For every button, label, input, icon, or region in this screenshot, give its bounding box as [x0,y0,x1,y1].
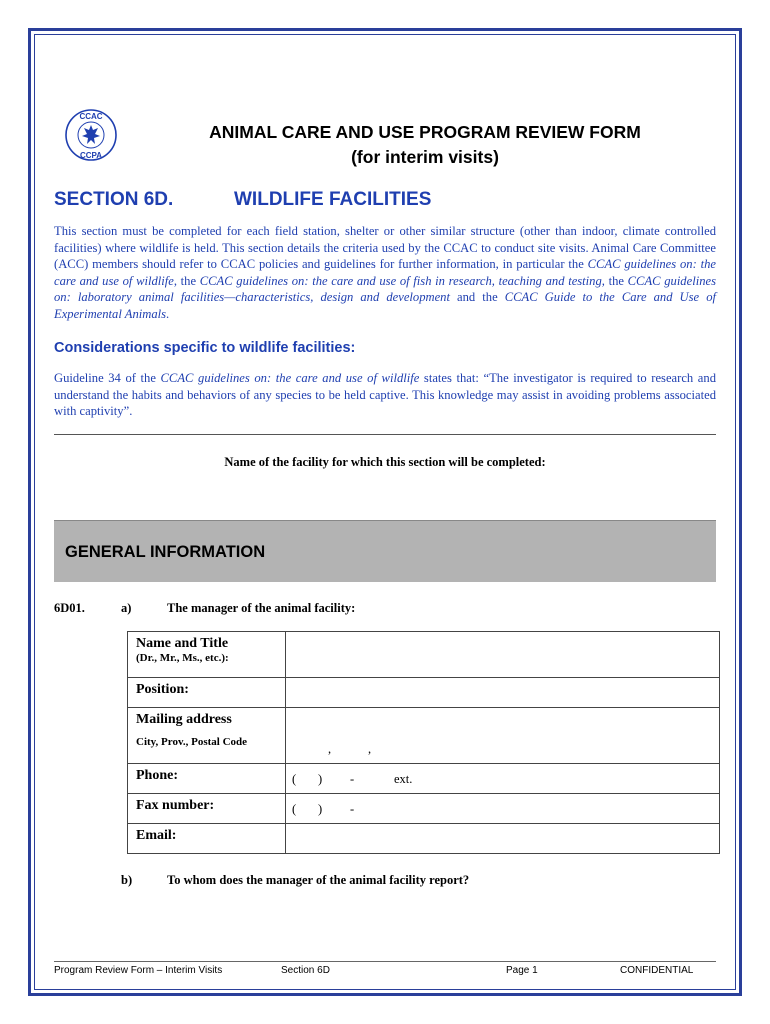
footer-section: Section 6D [281,965,330,976]
question-a-letter: a) [121,601,132,615]
fax-field[interactable] [286,794,720,824]
name-title-field[interactable] [286,632,720,678]
position-field[interactable] [286,678,720,708]
position-label: Position: [128,678,286,708]
fax-label: Fax number: [128,794,286,824]
svg-text:CCAC: CCAC [79,112,103,121]
considerations-heading: Considerations specific to wildlife facilities: [54,340,356,356]
intro-text-4: and the [449,290,505,305]
intro-ref-2: CCAC guidelines on: the care and use of fish in research, teaching and testing, [199,273,605,288]
footer-divider [54,961,716,962]
phone-field[interactable] [286,764,720,794]
considerations-ref: CCAC guidelines on: the care and use of wildlife [160,371,420,385]
table-row [128,708,720,764]
fax-paren-close: ) [318,802,323,816]
form-title-line1: ANIMAL CARE AND USE PROGRAM REVIEW FORM [209,122,641,142]
mailing-comma-2: , [368,742,372,756]
divider [54,434,716,435]
intro-text-1: This section must be completed for each field station, shelter or other similar structure (other than indoor, climate controlled facilities) where wildlife is held. This section details the criteria used by the CCAC to conduct site visits. Animal Care Committee (ACC) members should refer to CCAC policies and guidelines for further information, in particular the [54,224,716,272]
form-title-line2: (for interim visits) [351,147,499,167]
section-number: SECTION 6D. [54,189,174,210]
name-title-label [128,632,286,678]
mailing-subtext: City, Prov., Postal Code [136,736,248,748]
question-a-text: The manager of the animal facility: [167,601,356,615]
fax-dash: - [350,802,355,816]
svg-text:CCPA: CCPA [79,151,103,160]
name-title-subtext: (Dr., Mr., Ms., etc.): [136,652,229,664]
general-information-band [54,520,716,582]
intro-text-2: , the [173,273,200,288]
considerations-text-2: states that: “The investigator is required to research and understand the habits and behaviors of any species to be held captive. This knowledge may assist in avoiding problems associated with captivity”. [54,371,716,419]
intro-ref-1: CCAC guidelines on: the care and use of wildlife [54,257,716,288]
manager-info-table [127,631,720,854]
phone-format [286,764,719,786]
section-name: WILDLIFE FACILITIES [234,189,432,210]
question-b-letter: b) [121,873,133,887]
table-row [128,764,720,794]
intro-ref-3: CCAC guidelines on: laboratory animal facilities—characteristics, design and development [54,273,716,305]
intro-paragraph [54,223,716,323]
phone-paren-open: ( [292,772,297,786]
mailing-text: Mailing address [136,712,232,727]
phone-paren-close: ) [318,772,323,786]
phone-dash: - [350,772,355,786]
intro-text-5: . [166,306,170,321]
ccac-logo [64,108,118,162]
footer-form-name: Program Review Form – Interim Visits [54,965,223,976]
mailing-separators [286,708,719,756]
mailing-label [128,708,286,764]
table-row [128,678,720,708]
name-title-text: Name and Title [136,636,229,651]
table-row [128,824,720,854]
table-row [128,632,720,678]
fax-paren-open: ( [292,802,297,816]
general-information-heading: GENERAL INFORMATION [65,543,266,561]
mailing-field[interactable] [286,708,720,764]
email-field[interactable] [286,824,720,854]
mailing-comma-1: , [328,742,332,756]
considerations-text-1: Guideline 34 of the [54,371,161,385]
intro-ref-4: CCAC Guide to the Care and Use of Experimental Animals [54,290,716,321]
footer-page-number: Page 1 [506,965,538,976]
considerations-paragraph [54,370,716,420]
phone-label: Phone: [128,764,286,794]
fax-format [286,794,719,816]
form-title [150,120,700,170]
table-row [128,794,720,824]
phone-ext: ext. [394,772,413,786]
footer-confidential: CONFIDENTIAL [620,965,694,976]
question-b-text: To whom does the manager of the animal facility report? [167,873,470,887]
intro-text-3: the [604,273,628,288]
question-number: 6D01. [54,601,85,615]
facility-name-prompt: Name of the facility for which this section will be completed: [224,455,546,469]
email-label: Email: [128,824,286,854]
